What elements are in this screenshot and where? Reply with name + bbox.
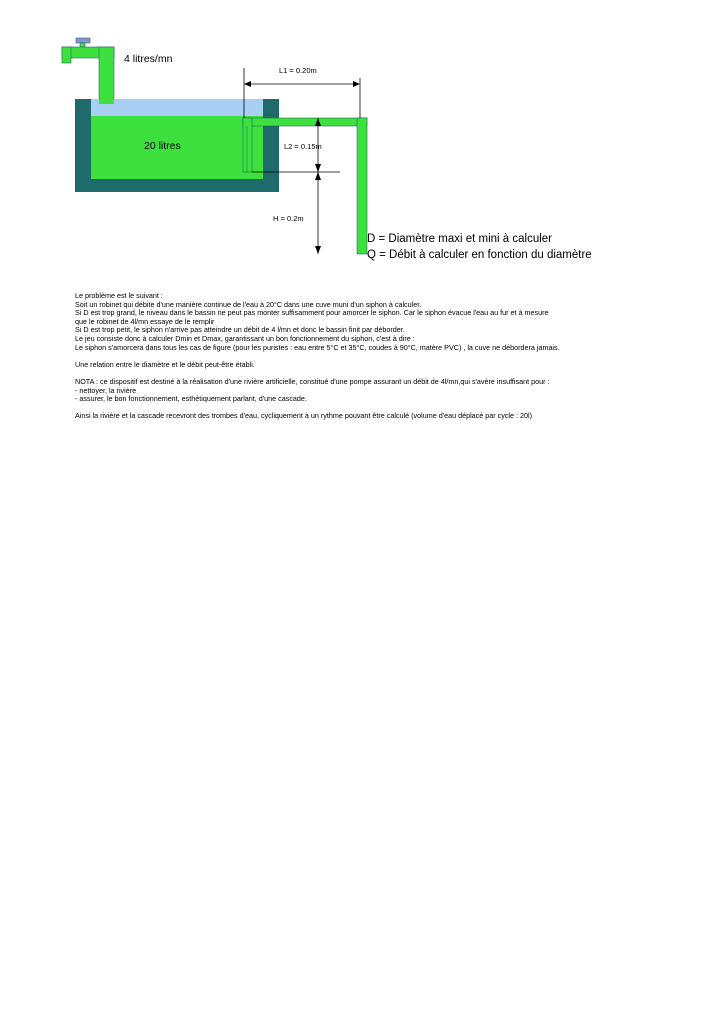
legend-d: D = Diamètre maxi et mini à calculer bbox=[367, 233, 553, 245]
dimension-h bbox=[315, 172, 321, 254]
legend-q: Q = Débit à calculer en fonction du diamètre bbox=[367, 249, 592, 261]
siphon-outlet-leg bbox=[357, 118, 367, 254]
text-line: - nettoyer, la rivière bbox=[75, 385, 137, 395]
faucet-stem bbox=[80, 43, 85, 47]
siphon-horizontal bbox=[243, 118, 367, 126]
text-line: Une relation entre le diamètre et le débit peut-être établi. bbox=[75, 359, 255, 369]
siphon-diagram bbox=[0, 0, 724, 290]
text-line: Le problème est le suivant : bbox=[75, 291, 163, 300]
inflow-stream bbox=[99, 99, 114, 104]
flow-label: 4 litres/mn bbox=[124, 53, 173, 65]
dim-l2-label: L2 = 0.15m bbox=[284, 142, 322, 151]
text-line: NOTA : ce dispositif est destiné à la réalisation d'une rivière artificielle, constitué d'une pompe assurant un débit de 4l/mn,qui s'avère insuffisant pour : bbox=[75, 376, 550, 386]
faucet-handle bbox=[76, 38, 90, 43]
faucet bbox=[62, 38, 114, 104]
dim-l1-label: L1 = 0.20m bbox=[279, 66, 317, 75]
faucet-spout bbox=[99, 47, 114, 104]
dim-h-label: H = 0.2m bbox=[273, 214, 304, 223]
text-line: que le robinet de 4l/mn essaye de le remplir bbox=[75, 316, 215, 326]
text-line: Si D est trop grand, le niveau dans le bassin ne peut pas monter suffisamment pour amorcer le siphon. Car le siphon évacue l'eau au fur et à mesure bbox=[75, 308, 549, 318]
text-line: Ainsi la rivière et la cascade recevront des trombes d'eau, cycliquement à un rythme pouvant être calculé (volume d'eau déplacé par cycle : 20l) bbox=[75, 411, 532, 421]
siphon-inner-leg bbox=[243, 118, 252, 172]
tank-air bbox=[91, 99, 263, 116]
text-line: Soit un robinet qui débite d'une manière continue de l'eau à 20°C dans une cuve muni d'un siphon à calculer. bbox=[75, 299, 422, 309]
text-line: Le jeu consiste donc à calculer Dmin et Dmax, garantissant un bon fonctionnement du siphon, c'est à dire : bbox=[75, 333, 415, 343]
volume-label: 20 litres bbox=[144, 140, 181, 152]
faucet-inlet bbox=[62, 47, 71, 63]
text-line: - assurer, le bon fonctionnement, esthétiquement parlant, d'une cascade. bbox=[75, 394, 307, 404]
problem-description bbox=[75, 292, 675, 421]
text-line: Le siphon s'amorcera dans tous les cas de figure (pour les puristes : eau entre 5°C et 35°C, coudes à 90°C, matère PVC) , la cuve ne débordera jamais. bbox=[75, 342, 560, 352]
text-line: Si D est trop petit, le siphon n'arrive pas atteindre un débit de 4 l/mn et donc le bassin finit par déborder. bbox=[75, 325, 405, 335]
